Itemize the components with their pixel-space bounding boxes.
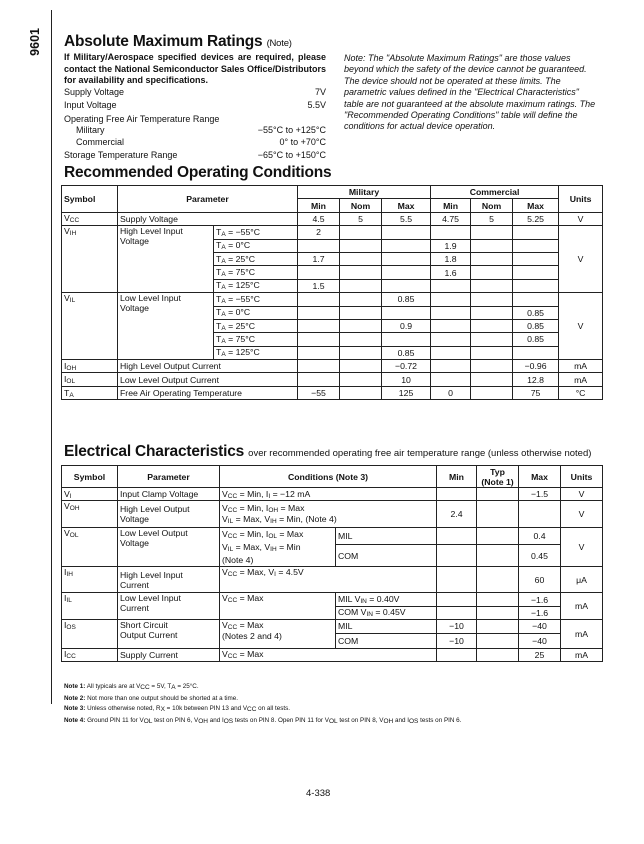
roc-cell: 75	[513, 386, 559, 399]
roc-symbol: $I_{OL}$	[62, 373, 118, 386]
roc-cell: 1.8	[431, 252, 471, 265]
roc-cell: −0.96	[513, 360, 559, 373]
roc-symbol: $T_A$	[62, 386, 118, 399]
roc-cond: $T_A = -55^\circ C$	[214, 293, 298, 306]
ec-h-symbol: Symbol	[62, 466, 118, 488]
roc-unit: °C	[559, 386, 603, 399]
ec-cond: $V_{CC}$ = Max	[220, 648, 437, 661]
roc-cond: $T_A = 25^\circ C$	[214, 252, 298, 265]
ec-unit: mA	[561, 593, 603, 620]
ec-cell: −40	[519, 633, 561, 648]
roc-row-ta	[62, 386, 603, 399]
roc-cell: 1.5	[298, 279, 340, 292]
ec-param: Low Level Output Voltage	[118, 528, 220, 567]
roc-cond: $T_A = -55^\circ C$	[214, 226, 298, 239]
ec-h-parameter: Parameter	[118, 466, 220, 488]
ec-cond: $V_{CC}$ = Min, $I_I = -12$ mA	[220, 488, 437, 501]
ec-symbol: $V_{OL}$	[62, 528, 118, 567]
ec-cond-sub: MIL	[336, 528, 437, 544]
ec-cond-sub: COM	[336, 633, 437, 648]
roc-cell: 2	[298, 226, 340, 239]
ec-cond-sub: MIL	[336, 620, 437, 633]
roc-param: Free Air Operating Temperature	[118, 386, 298, 399]
roc-h-commercial: Commercial	[431, 186, 559, 199]
roc-cell	[298, 293, 340, 306]
roc-cell	[382, 226, 431, 239]
ec-row-voh	[62, 501, 603, 528]
roc-h-units: Units	[559, 186, 603, 213]
ec-param: High Level Input Current	[118, 567, 220, 593]
amr-note: Note: The "Absolute Maximum Ratings" are those values beyond which the safety of the device cannot be guaranteed. The device should not be operated at these limits. The parametric values defined in the "Electrical Characteristics" table are not guaranteed at the absolute maximum ratings. The "Recommended Operating Conditions" table will define the conditions for actual device operation.	[344, 53, 596, 132]
ec-cell: −10	[437, 620, 477, 633]
roc-cond: $T_A = 0^\circ C$	[214, 306, 298, 319]
ec-cond: $V_{CC}$ = Max, $V_I = 4.5V$	[220, 567, 437, 593]
roc-cell: 1.6	[431, 266, 471, 279]
roc-row-iol	[62, 373, 603, 386]
roc-cell: 0.85	[382, 293, 431, 306]
roc-cond: $T_A = 75^\circ C$	[214, 266, 298, 279]
ec-row-ios	[62, 620, 603, 633]
roc-h-military: Military	[298, 186, 431, 199]
roc-cell: 0	[431, 386, 471, 399]
ec-cell: −1.5	[519, 488, 561, 501]
roc-param: High Level Input Voltage	[118, 226, 214, 293]
roc-cell	[431, 333, 471, 346]
roc-cell: 1.7	[298, 252, 340, 265]
amr-row-commercial: Commercial 0° to +70°C	[76, 136, 326, 147]
ec-cell: −10	[437, 633, 477, 648]
roc-cell	[431, 279, 471, 292]
amr-block	[64, 52, 326, 162]
ec-h-max: Max	[519, 466, 561, 488]
roc-row-vil	[62, 293, 603, 306]
roc-cell: 5.5	[382, 212, 431, 225]
roc-cell	[431, 293, 471, 306]
roc-cell: 4.75	[431, 212, 471, 225]
note-4: Note 4: Ground PIN 11 for $V_{OL}$ test on PIN 6, $V_{OH}$ and $I_{OS}$ tests on PIN 8. Open PIN 11 for $V_{OL}$ test on PIN 8, $V_{OH}$ and $I_{OS}$ tests on PIN 6.	[64, 716, 462, 725]
ec-param: Short Circuit Output Current	[118, 620, 220, 648]
roc-cell: 10	[382, 373, 431, 386]
roc-cell	[382, 266, 431, 279]
roc-param: Low Level Output Current	[118, 373, 298, 386]
roc-cell	[513, 346, 559, 359]
ec-cell: 0.4	[519, 528, 561, 544]
ec-cell: 0.45	[519, 544, 561, 567]
amr-row-optemp: Operating Free Air Temperature Range	[64, 113, 220, 124]
roc-h-mil-max: Max	[382, 199, 431, 212]
ec-cond-sub: COM $V_{IN} = 0.45V$	[336, 606, 437, 619]
roc-symbol: $I_{OH}$	[62, 360, 118, 373]
amr-row-supply: Supply Voltage 7V	[64, 86, 326, 97]
roc-cell: 4.5	[298, 212, 340, 225]
roc-symbol: $V_{CC}$	[62, 212, 118, 225]
ec-cell: −1.6	[519, 606, 561, 619]
ec-unit: V	[561, 528, 603, 567]
amr-title	[64, 33, 292, 51]
roc-cell: 1.9	[431, 239, 471, 252]
roc-cell: −55	[298, 386, 340, 399]
roc-cell	[382, 333, 431, 346]
roc-cell	[298, 346, 340, 359]
roc-h-parameter: Parameter	[118, 186, 298, 213]
ec-unit: mA	[561, 620, 603, 648]
note-3: Note 3: Unless otherwise noted, $R_X = 10k$ between PIN 13 and $V_{CC}$ on all tests.	[64, 705, 291, 713]
note-2: Note 2: Not more than one output should be shorted at a time.	[64, 694, 238, 702]
roc-h-symbol: Symbol	[62, 186, 118, 213]
note-1: Note 1: All typicals are at $V_{CC} = 5V$, $T_A = 25^\circ C$.	[64, 683, 199, 691]
roc-cell	[382, 252, 431, 265]
roc-h-mil-nom: Nom	[340, 199, 382, 212]
roc-cell: 0.9	[382, 319, 431, 332]
roc-cell	[513, 239, 559, 252]
roc-cell	[513, 293, 559, 306]
page-number: 4-338	[306, 788, 331, 799]
roc-cond: $T_A = 25^\circ C$	[214, 319, 298, 332]
roc-cond: $T_A = 0^\circ C$	[214, 239, 298, 252]
ec-unit: V	[561, 501, 603, 528]
roc-cell	[298, 266, 340, 279]
ec-cond: $V_{CC}$ = Min, $I_{OH}$ = Max $V_{IL}$ = Max, $V_{IH}$ = Min, (Note 4)	[220, 501, 437, 528]
ec-param: Low Level Input Current	[118, 593, 220, 620]
roc-param: Supply Voltage	[118, 212, 298, 225]
ec-cond: $V_{CC}$ = Min, $I_{OL}$ = Max $V_{IL}$ = Max, $V_{IH}$ = Min (Note 4)	[220, 528, 336, 567]
roc-param: High Level Output Current	[118, 360, 298, 373]
roc-unit: mA	[559, 373, 603, 386]
ec-cond: $V_{CC}$ = Max (Notes 2 and 4)	[220, 620, 336, 648]
ec-symbol: $I_{OS}$	[62, 620, 118, 648]
amr-title-text: Absolute Maximum Ratings	[64, 33, 263, 50]
ec-h-typ: Typ (Note 1)	[477, 466, 519, 488]
roc-cell	[382, 306, 431, 319]
ec-row-vol	[62, 528, 603, 544]
roc-cell: 0.85	[382, 346, 431, 359]
ec-symbol: $I_{IL}$	[62, 593, 118, 620]
roc-cell	[431, 306, 471, 319]
ec-unit: V	[561, 488, 603, 501]
roc-cell	[298, 306, 340, 319]
roc-cell: 5	[340, 212, 382, 225]
ec-symbol: $V_{OH}$	[62, 501, 118, 528]
part-number: 9601	[28, 28, 42, 56]
ec-cell: 60	[519, 567, 561, 593]
ec-h-conditions: Conditions (Note 3)	[220, 466, 437, 488]
ec-row-iil	[62, 593, 603, 606]
roc-cell: 0.85	[513, 306, 559, 319]
roc-cell	[298, 239, 340, 252]
roc-cell	[431, 226, 471, 239]
notes	[64, 682, 624, 727]
roc-h-mil-min: Min	[298, 199, 340, 212]
ec-cell: 2.4	[437, 501, 477, 528]
roc-cell: 12.8	[513, 373, 559, 386]
ec-h-units: Units	[561, 466, 603, 488]
amr-row-military: Military −55°C to +125°C	[76, 125, 326, 135]
roc-row-vih	[62, 226, 603, 239]
ec-cell: −1.6	[519, 593, 561, 606]
roc-cell: 125	[382, 386, 431, 399]
roc-cell: 0.85	[513, 319, 559, 332]
amr-notice: If Military/Aerospace specified devices are required, please contact the National Semiconductor Sales Office/Distributors for availability and specifications.	[64, 52, 326, 85]
roc-symbol: $V_{IH}$	[62, 226, 118, 293]
ec-table	[61, 465, 603, 662]
ec-cond-sub: MIL $V_{IN} = 0.40V$	[336, 593, 437, 606]
roc-cell	[382, 279, 431, 292]
roc-h-com-max: Max	[513, 199, 559, 212]
ec-param: Input Clamp Voltage	[118, 488, 220, 501]
ec-cond-sub: COM	[336, 544, 437, 567]
margin-bar	[18, 10, 52, 704]
roc-unit: V	[559, 226, 603, 293]
roc-cell	[513, 226, 559, 239]
ec-h-min: Min	[437, 466, 477, 488]
roc-unit: V	[559, 293, 603, 360]
roc-cell	[513, 252, 559, 265]
roc-cell	[431, 346, 471, 359]
amr-title-note: (Note)	[266, 38, 292, 49]
ec-subtitle: over recommended operating free air temperature range (unless otherwise noted)	[248, 448, 592, 459]
roc-title: Recommended Operating Conditions	[64, 164, 332, 181]
amr-row-storage: Storage Temperature Range −65°C to +150°C	[64, 150, 326, 160]
ec-symbol: $V_I$	[62, 488, 118, 501]
ec-param: Supply Current	[118, 648, 220, 661]
ec-row-iih	[62, 567, 603, 593]
roc-cell: 0.85	[513, 333, 559, 346]
ec-unit: μA	[561, 567, 603, 593]
ec-title-text: Electrical Characteristics	[64, 443, 245, 460]
roc-cond: $T_A = 125^\circ C$	[214, 279, 298, 292]
roc-row-ioh	[62, 360, 603, 373]
roc-h-com-nom: Nom	[471, 199, 513, 212]
ec-symbol: $I_{IH}$	[62, 567, 118, 593]
roc-cell	[298, 319, 340, 332]
ec-title	[64, 443, 591, 461]
ec-param: High Level Output Voltage	[118, 501, 220, 528]
roc-cell: 5	[471, 212, 513, 225]
ec-unit: mA	[561, 648, 603, 661]
roc-cond: $T_A = 75^\circ C$	[214, 333, 298, 346]
roc-cell	[513, 266, 559, 279]
roc-cond: $T_A = 125^\circ C$	[214, 346, 298, 359]
roc-table	[61, 185, 603, 400]
roc-unit: V	[559, 212, 603, 225]
roc-unit: mA	[559, 360, 603, 373]
amr-row-input: Input Voltage 5.5V	[64, 100, 326, 110]
roc-cell	[513, 279, 559, 292]
ec-cell: 25	[519, 648, 561, 661]
roc-param: Low Level Input Voltage	[118, 293, 214, 360]
roc-symbol: $V_{IL}$	[62, 293, 118, 360]
ec-cond: $V_{CC}$ = Max	[220, 593, 336, 620]
roc-cell	[431, 319, 471, 332]
roc-cell: −0.72	[382, 360, 431, 373]
roc-cell: 5.25	[513, 212, 559, 225]
roc-cell	[298, 333, 340, 346]
ec-cell: −40	[519, 620, 561, 633]
roc-row-vcc	[62, 212, 603, 225]
ec-row-vi	[62, 488, 603, 501]
ec-symbol: $I_{CC}$	[62, 648, 118, 661]
roc-h-com-min: Min	[431, 199, 471, 212]
ec-row-icc	[62, 648, 603, 661]
roc-cell	[382, 239, 431, 252]
